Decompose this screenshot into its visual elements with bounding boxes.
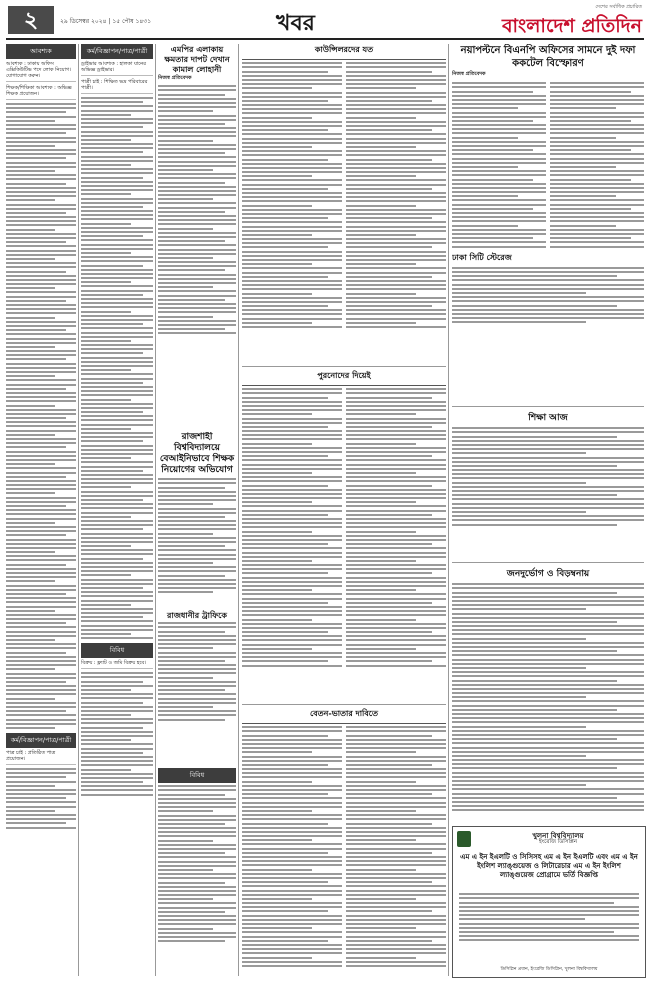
university-logo-icon — [457, 831, 471, 847]
classified-head: বিবিধ — [158, 768, 236, 783]
classified-head: কর্ম/বিজ্ঞাপন/পাত্র/পাত্রী — [81, 44, 153, 59]
news-jonodurbhog — [452, 566, 644, 824]
classified-head: আবশ্যক — [6, 44, 76, 59]
classified-item: আবশ্যক : ঢাকায় অফিস এক্সিকিউটিভ পদে লোক নিয়োগ। যোগাযোগ করুন। — [6, 61, 76, 82]
headline-jonodurbhog: জনদুর্ভোগ ও বিড়ম্বনায় — [506, 569, 590, 579]
ad-department: ইংরেজি ডিসিপ্লিন — [538, 839, 578, 845]
headline-shiksha: শিক্ষা আজ — [528, 413, 568, 423]
ad-university: খুলনা বিশ্ববিদ্যালয় — [532, 832, 584, 840]
headline-councillors: কাউন্সিলরদের যত — [242, 44, 446, 60]
ad-footer: ডিসিপ্লিন প্রধান, ইংরেজি ডিসিপ্লিন, খুলনা বিশ্ববিদ্যালয় — [500, 967, 598, 972]
subhead-dhaka-city: ঢাকা সিটি স্টেরেজ — [452, 251, 512, 262]
classified-head: কর্ম/বিজ্ঞাপন/পাত্র/পাত্রী — [6, 733, 76, 748]
news-purnoder-diyei — [242, 370, 446, 702]
issue-date: ২৯ ডিসেম্বর ২০২৪ | ১৫ পৌষ ১৪৩১ — [60, 18, 152, 25]
news-beton-bhata — [242, 708, 446, 976]
classified-item: পাত্র চাই : প্রতিষ্ঠিত পাত্র প্রয়োজন। — [6, 750, 76, 765]
header-rule — [6, 38, 644, 40]
masthead-tagline: দেশের সর্বাধিক প্রচারিত — [595, 4, 642, 10]
headline-rajshahi-university: রাজশাহী বিশ্ববিদ্যালয়ে বেআইনিভাবে শিক্ষক নিয়োগের অভিযোগ — [159, 432, 235, 475]
news-shiksha — [452, 410, 644, 560]
masthead-logo: বাংলাদেশ প্রতিদিন — [501, 15, 642, 37]
classified-head: বিবিধ — [81, 643, 153, 658]
section-title: খবর — [276, 10, 315, 36]
admission-ad — [452, 826, 646, 978]
classified-item: পাত্রী চাই : শিক্ষিত ভদ্র পরিবারের পাত্রী। — [81, 79, 153, 94]
classified-item: বিক্রয় : ফ্ল্যাট ও জমি বিক্রয় হবে। — [81, 660, 153, 669]
classified-text — [6, 103, 76, 729]
classified-column-1 — [6, 44, 76, 976]
classified-item: ড্রাইভার আবশ্যক : হালকা যানের অভিজ্ঞ ড্রাইভার। — [81, 61, 153, 76]
classified-column-2 — [81, 44, 153, 976]
headline-nayapaltan-blast: নয়াপল্টনে বিএনপি অফিসের সামনে দুই দফা ককটেল বিস্ফোরণ — [460, 45, 636, 69]
page-header — [0, 0, 650, 40]
lead-story — [452, 44, 644, 404]
byline: নিজস্ব প্রতিবেদক — [452, 71, 486, 77]
headline-beton-bhata: বেতন-ভাতার দাবিতে — [242, 708, 446, 724]
page-number: ২ — [8, 6, 54, 34]
headline-traffic: রাজধানীর ট্রাফিকে — [167, 610, 227, 620]
classified-item: শিক্ষক/শিক্ষিকা আবশ্যক : অভিজ্ঞ শিক্ষক প্রয়োজন। — [6, 85, 76, 100]
ad-title: এম এ ইন ইএলটি ও সিসিসহ এম এ ইন ইএলটি এবং এম এ ইন ইংলিশ ল্যাঙ্গুয়েজ ও লিটারেচার এম এ ইন ইংলিশ ল্যাঙ্গুয়েজ প্রোগ্রামে ভর্তি বিজ্ঞপ্তি — [460, 853, 638, 879]
news-councillors — [242, 44, 446, 364]
headline-kamal-lohani: এমপির এলাকায় ক্ষমতার দাপট দেখান কামাল লোহানী — [164, 44, 230, 74]
news-rajshahi — [158, 432, 236, 602]
headline-purnoder-diyei: পুরনোদের দিয়েই — [242, 370, 446, 386]
bibidh-column — [158, 768, 236, 976]
byline: নিজস্ব প্রতিবেদক — [158, 75, 192, 81]
article-body — [158, 85, 236, 334]
news-traffic — [158, 610, 236, 760]
